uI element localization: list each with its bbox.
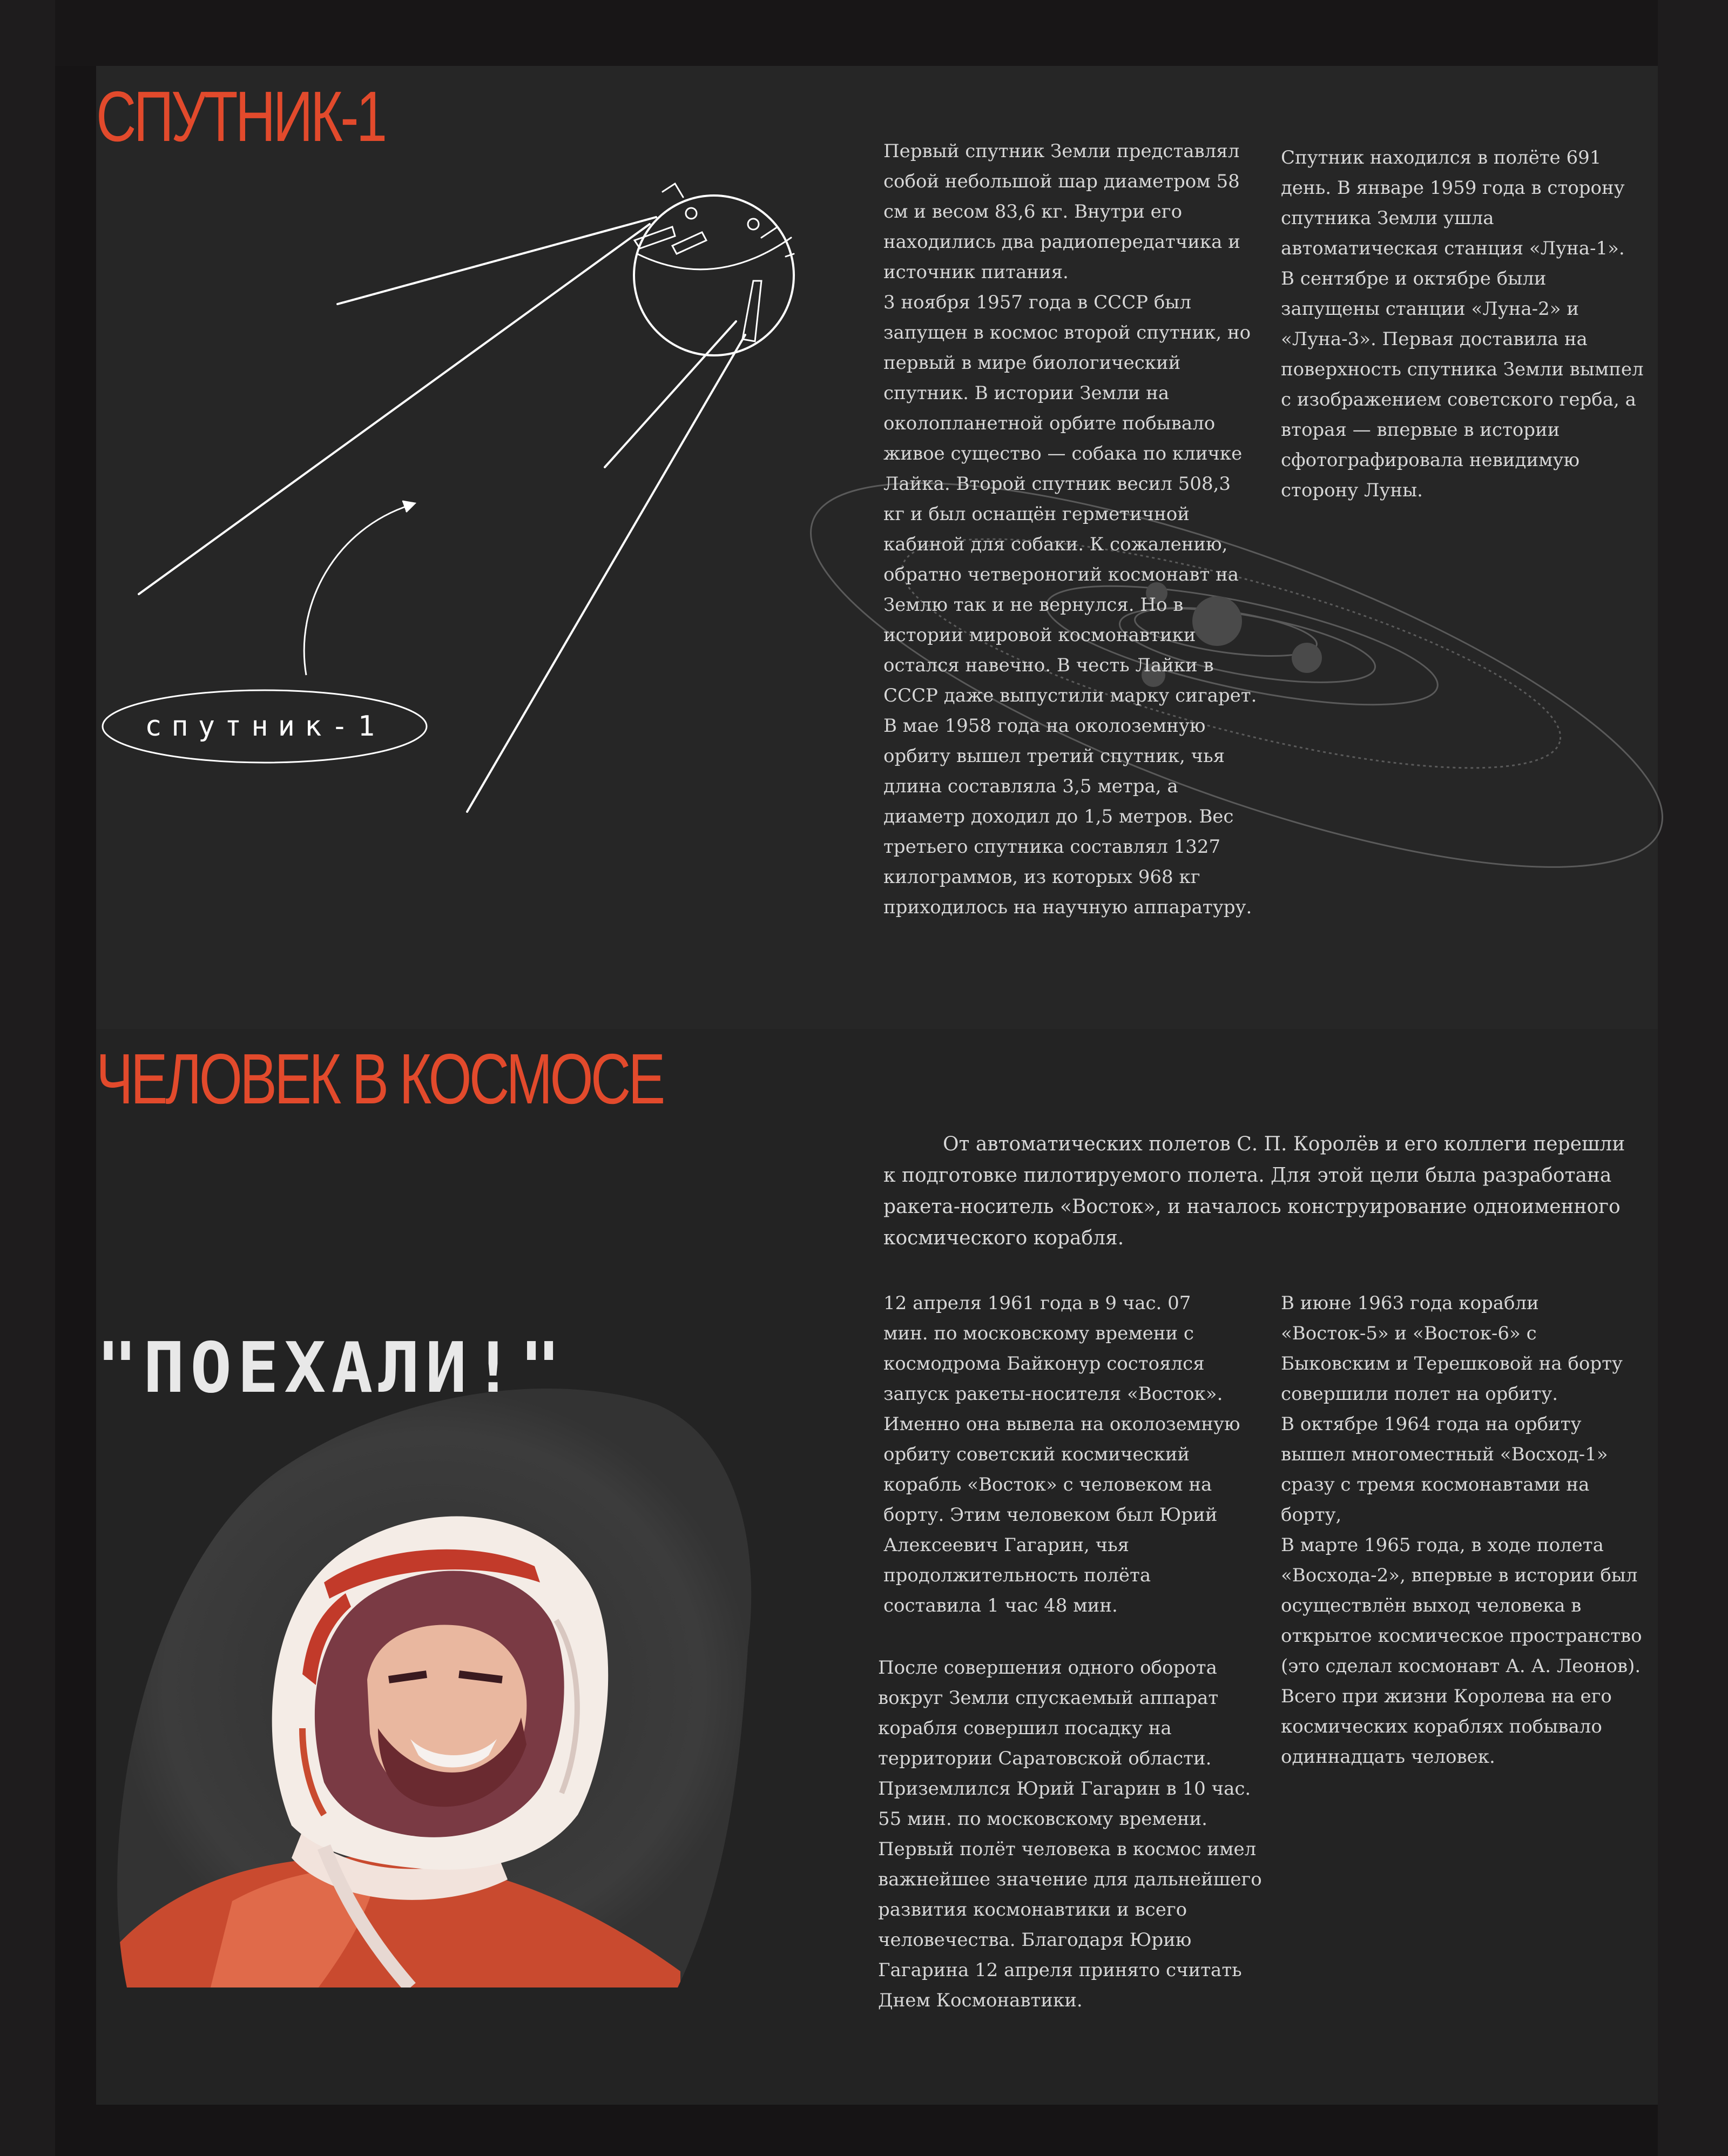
sputnik-text-col1: Первый спутник Земли представлял собой небольшой шар диаметром 58 см и весом 83,6 кг. Внутри его находились два радиопередатчика и источник питания. 3 ноября 1957 года в СССР был запущен в космос второй спутник, но первый в мире биологический спутник. В истории Земли на околопланетной орбите побывало живое существо — собака по кличке Лайка. Второй спутник весил 508,3 кг и был оснащён герметичной кабиной для собаки. К сожалению, обратно четвероногий космонавт на Землю так и не вернулся. Но в истории мировой космонавтики остался навечно. В честь Лайки в СССР даже выпустили марку сигарет. В мае 1958 года на околоземную орбиту вышел третий спутник, чья длина составляла 3,5 метра, а диаметр доходил до 1,5 метров. Вес третьего спутника составлял 1327 килограммов, из которых 968 кг приходилось на научную аппаратуру.: [883, 140, 1257, 918]
human-in-space-title: ЧЕЛОВЕК В КОСМОСЕ: [96, 1039, 663, 1119]
gagarin-text-col1a: 12 апреля 1961 года в 9 час. 07 мин. по московскому времени с космодрома Байконур состоялся запуск ракеты-носителя «Восток». Именно она вывела на околоземную орбиту советский космический корабль «Восток» с человеком на борту. Этим человеком был Юрий Алексеевич Гагарин, чья продолжительность полёта составила 1 час 48 мин.: [883, 1292, 1240, 1616]
sputnik-title: СПУТНИК-1: [96, 77, 385, 156]
sputnik-text-col2: Спутник находился в полёте 691 день. В январе 1959 года в сторону спутника Земли ушла автоматическая станция «Луна-1». В сентябре и октябре были запущены станции «Луна-2» и «Луна-3». Первая доставила на поверхность спутника Земли вымпел с изображением советского герба, а вторая — впервые в истории сфотографировала невидимую сторону Луны.: [1281, 147, 1644, 501]
gagarin-text-col1b: После совершения одного оборота вокруг Земли спускаемый аппарат корабля совершил посадку на территории Саратовской области. Приземлился Юрий Гагарин в 10 час. 55 мин. по московскому времени. Первый полёт человека в космос имел важнейшее значение для дальнейшего развития космонавтики и всего человечества. Благодаря Юрию Гагарина 12 апреля принято считать Днем Космонавтики.: [878, 1657, 1262, 2011]
sputnik-label: спутник-1: [145, 710, 384, 743]
quote-poekhali: "ПОЕХАЛИ!": [96, 1328, 566, 1409]
intro-text: От автоматических полетов С. П. Королёв и его коллеги перешли к подготовке пилотируемого полета. Для этой цели была разработана ракета-носитель «Восток», и началось конструирование одноименного космического корабля.: [883, 1133, 1625, 1249]
pointer-arrow: [304, 501, 415, 675]
gagarin-portrait: [108, 1389, 751, 2009]
missions-text-col2: В июне 1963 года корабли «Восток-5» и «Восток-6» с Быковским и Терешковой на борту совершили полет на орбиту. В октябре 1964 года на орбиту вышел многоместный «Восход-1» сразу с тремя космонавтами на борту, В марте 1965 года, в ходе полета «Восхода-2», впервые в истории был осуществлён выход человека в открытое космическое пространство (это сделал космонавт А. А. Леонов). Всего при жизни Королева на его космических кораблях побывало одиннадцать человек.: [1281, 1292, 1642, 1768]
